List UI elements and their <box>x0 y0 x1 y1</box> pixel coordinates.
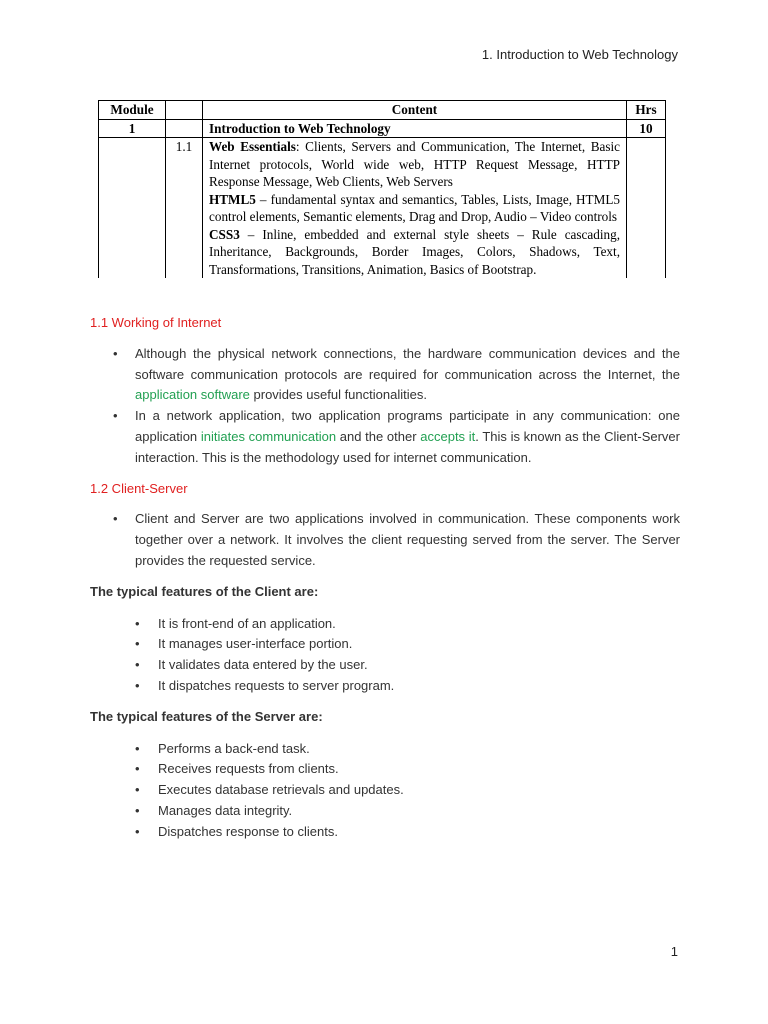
text: Dispatches response to clients. <box>158 823 338 839</box>
highlight-text: application software <box>135 387 250 403</box>
server-features-heading: The typical features of the Server are: <box>90 708 323 724</box>
bullet-icon: • <box>135 761 140 777</box>
bullet-icon: • <box>135 657 140 673</box>
bullet-icon: • <box>135 615 140 631</box>
list-item <box>90 509 680 571</box>
text: It validates data entered by the user. <box>158 657 368 673</box>
client-features-list <box>90 614 680 697</box>
list-item <box>90 344 680 406</box>
text: It manages user-interface portion. <box>158 636 353 652</box>
hrs-cell <box>627 138 666 279</box>
page-number: 1 <box>670 944 678 959</box>
text: It dispatches requests to server program. <box>158 677 395 693</box>
text: Although the physical network connections, the hardware communication devices and the software communication protocols are required for communication across the Internet, the <box>135 345 680 382</box>
list-item <box>90 406 680 468</box>
bullet-icon: • <box>135 740 140 756</box>
text: In a network application, two application programs participate in any communication: one application <box>135 408 680 444</box>
module-header: Module <box>99 101 166 120</box>
list-item <box>90 634 680 655</box>
sub-header <box>166 101 203 120</box>
list-item <box>90 822 680 843</box>
html5-label: HTML5 <box>209 191 256 207</box>
text: provides useful functionalities. <box>249 387 427 403</box>
list-item <box>90 739 680 760</box>
sub-cell: 1.1 <box>166 138 203 279</box>
bullet-icon: • <box>135 823 140 839</box>
text: and the other <box>336 428 421 444</box>
text: Performs a back-end task. <box>158 740 310 756</box>
hrs-header: Hrs <box>627 101 666 120</box>
table-row <box>99 119 666 138</box>
list-item <box>90 780 680 801</box>
content-cell <box>203 138 627 279</box>
highlight-text: accepts it <box>420 428 476 444</box>
bullet-list <box>90 509 680 571</box>
html5-text: – fundamental syntax and semantics, Tables, Lists, Image, HTML5 control elements, Semantic elements, Drag and Drop, Audio – Video controls <box>209 191 620 224</box>
sub-cell <box>166 119 203 138</box>
table-header-row <box>99 101 666 120</box>
table-row <box>99 138 666 279</box>
list-item <box>90 655 680 676</box>
bullet-icon: • <box>113 408 118 424</box>
text: Manages data integrity. <box>158 802 293 818</box>
web-essentials-text: : Clients, Servers and Communication, The Internet, Basic Internet protocols, World wide web, HTTP Request Message, HTTP Response Message, Web Clients, Web Servers <box>209 139 620 189</box>
list-item <box>90 614 680 635</box>
bullet-icon: • <box>135 677 140 693</box>
document-body <box>90 313 680 853</box>
syllabus-table <box>98 100 666 278</box>
section-title-working-of-internet: 1.1 Working of Internet <box>90 315 222 330</box>
css3-label: CSS3 <box>209 226 240 242</box>
bullet-icon: • <box>135 636 140 652</box>
css3-text: – Inline, embedded and external style sheets – Rule cascading, Inheritance, Backgrounds, Border Images, Colors, Shadows, Text, Transformations, Transitions, Animation, Basics of Bootstrap. <box>209 226 620 277</box>
text: Receives requests from clients. <box>158 761 339 777</box>
page-header-title: 1. Introduction to Web Technology <box>481 47 678 62</box>
list-item <box>90 676 680 697</box>
content-header: Content <box>203 101 627 120</box>
text: . This is known as the Client-Server interaction. This is the methodology used for internet communication. <box>135 428 680 465</box>
client-features-heading: The typical features of the Client are: <box>90 583 319 599</box>
bullet-icon: • <box>135 802 140 818</box>
section-title-client-server: 1.2 Client-Server <box>90 480 188 496</box>
highlight-text: initiates communication <box>200 428 337 444</box>
module-cell <box>99 138 166 279</box>
bullet-icon: • <box>135 782 140 798</box>
text: Client and Server are two applications involved in communication. These components work together over a network. It involves the client requesting served from the server. The Server provides the requested service. <box>135 511 680 568</box>
server-features-list <box>90 739 680 843</box>
text: It is front-end of an application. <box>158 615 336 631</box>
bullet-list <box>90 344 680 469</box>
bullet-icon: • <box>113 345 118 361</box>
hrs-cell: 10 <box>627 119 666 138</box>
content-cell: Introduction to Web Technology <box>203 119 627 138</box>
text: Executes database retrievals and updates. <box>158 782 404 798</box>
module-cell: 1 <box>99 119 166 138</box>
list-item <box>90 759 680 780</box>
bullet-icon: • <box>113 511 118 527</box>
list-item <box>90 801 680 822</box>
web-essentials-label: Web Essentials <box>209 139 296 154</box>
